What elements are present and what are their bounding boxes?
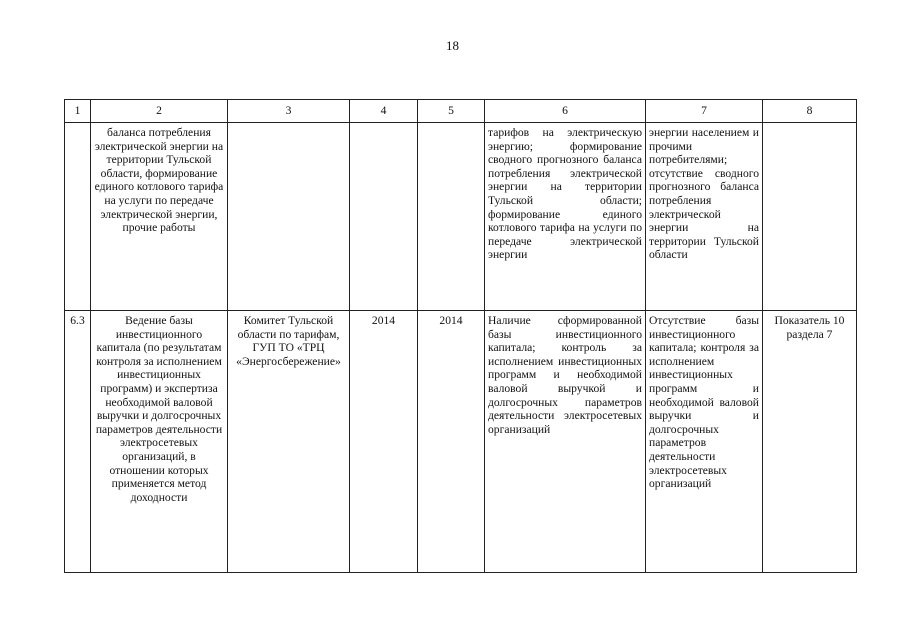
row-number-cell [65,123,91,311]
table-header-row [65,100,857,123]
header-cell: 2 [91,100,228,123]
end-year-cell: 2014 [418,311,485,573]
end-year-cell [418,123,485,311]
row-number-cell: 6.3 [65,311,91,573]
start-year-cell [350,123,418,311]
table-row [65,123,857,311]
page-number: 18 [446,38,459,53]
consequences-cell: энергии населением и прочими потребителями; отсутствие сводного прогнозного баланса потребления электрической энергии на территории Тульской области [646,123,763,311]
consequences-cell: Отсутствие базы инвестиционного капитала; контроля за исполнением инвестиционных программ и необходимой валовой выручки и долгосрочных параметров деятельности электросетевых организаций [646,311,763,573]
expected-result-cell: Наличие сформированной базы инвестиционного капитала; контроль за исполнением инвестиционных программ и необходимой валовой выручкой и долгосрочных параметров деятельности электросетевых организаций [485,311,646,573]
table-row [65,311,857,573]
activity-cell: баланса потребления электрической энергии на территории Тульской области, формирование единого котлового тарифа на услуги по передаче электрической энергии, прочие работы [91,123,228,311]
header-cell: 6 [485,100,646,123]
start-year-cell: 2014 [350,311,418,573]
expected-result-cell: тарифов на электрическую энергию; формирование сводного прогнозного баланса потребления электрической энергии на территории Тульской области; формирование единого котлового тарифа на услуги по передаче электрической энергии [485,123,646,311]
header-cell: 8 [763,100,857,123]
header-cell: 4 [350,100,418,123]
header-cell: 3 [228,100,350,123]
responsible-cell [228,123,350,311]
indicator-cell [763,123,857,311]
header-cell: 5 [418,100,485,123]
activity-cell: Ведение базы инвестиционного капитала (по результатам контроля за исполнением инвестиционных программ) и экспертиза необходимой валовой выручки и долгосрочных параметров деятельности электросетевых организаций, в отношении которых применяется метод доходности [91,311,228,573]
header-cell: 1 [65,100,91,123]
header-cell: 7 [646,100,763,123]
responsible-cell: Комитет Тульской области по тарифам, ГУП ТО «ТРЦ «Энергосбережение» [228,311,350,573]
indicator-cell: Показатель 10 раздела 7 [763,311,857,573]
document-table [64,99,857,573]
